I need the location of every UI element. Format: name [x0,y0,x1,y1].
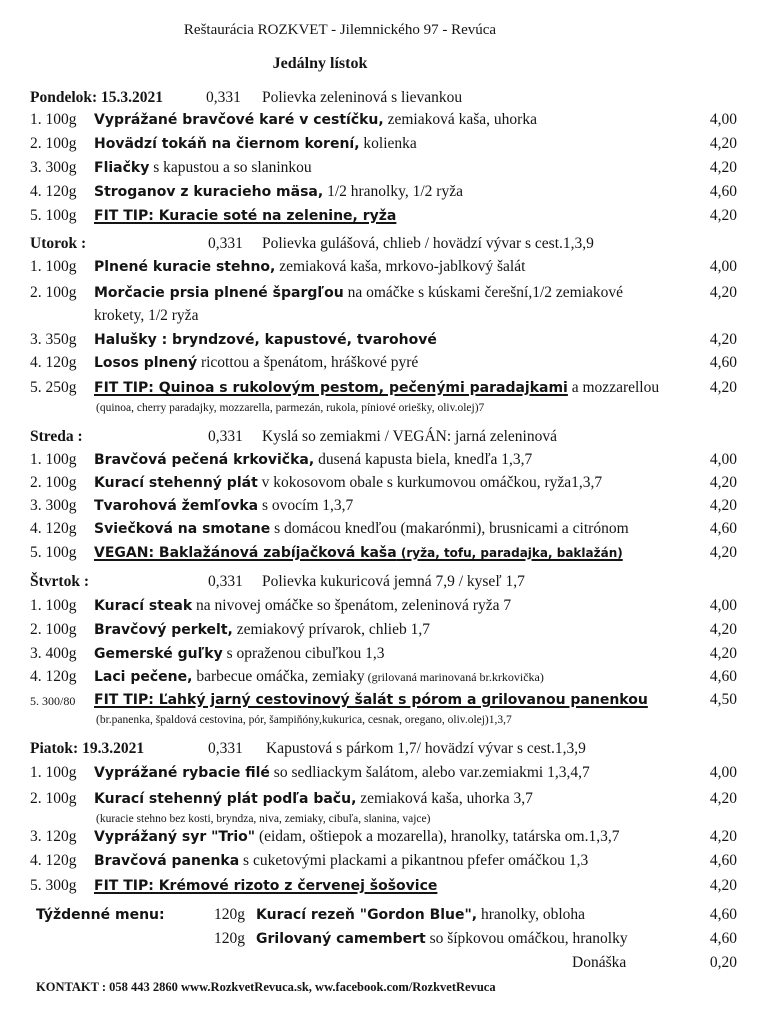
menu-item: 1. 100g Vyprážané rybacie filé so sedliackym šalátom, alebo var.zemiakmi 1,3,4,7 4,00 [30,764,737,781]
soup: Kyslá so zemiakmi / VEGÁN: jarná zeleninová [262,428,557,445]
menu-item-fit-tip: 5. 300/80 FIT TIP: Ľahký jarný cestovinový šalát s pórom a grilovanou panenkou 4,50 [30,691,737,708]
price: 4,20 [709,379,737,396]
day-label: Štvrtok : [30,573,89,590]
price: 4,60 [709,354,737,371]
menu-item-vegan: 5. 100g VEGAN: Baklažánová zabíjačková kaša (ryža, tofu, paradajka, baklažán) 4,20 [30,544,737,561]
soup: Polievka zeleninová s lievankou [262,89,463,106]
menu-item: 3. 120g Vyprážaný syr "Trio" (eidam, oštiepok a mozarella), hranolky, tatárska om.1,3,7 4,20 [30,828,737,845]
price: 4,00 [709,597,737,614]
menu-item: 1. 100g Bravčová pečená krkovička, dusená kapusta biela, knedľa 1,3,7 4,00 [30,451,737,468]
menu-item: 2. 100g Kurací stehenný plát podľa baču, zemiaková kaša, uhorka 3,7 4,20 [30,790,737,807]
price: 4,20 [709,284,737,301]
price: 4,20 [709,474,737,491]
day-row-piatok [30,740,759,764]
soup-volume: 0,331 [208,740,243,757]
menu-item-fit-tip: 5. 300g FIT TIP: Krémové rizoto z červenej šošovice 4,20 [30,877,737,894]
menu-item: 4. 120g Losos plnený ricottou a špenátom, hráškové pyré 4,60 [30,354,737,371]
menu-item: 2. 100g Morčacie prsia plnené špargľou na omáčke s kúskami čerešní,1/2 zemiakové 4,20 [30,284,737,301]
soup-volume: 0,331 [208,573,243,590]
price: 4,60 [709,906,737,923]
restaurant-header: Reštaurácia ROZKVET - Jilemnického 97 - Revúca [183,22,497,38]
menu-item: 2. 100g Kurací stehenný plát v kokosovom obale s kurkumovou omáčkou, ryža1,3,7 4,20 [30,474,737,491]
price: 4,20 [709,207,737,224]
delivery-label: Donáška [572,954,627,971]
menu-item-fit-tip: 5. 100g FIT TIP: Kuracie soté na zelenine, ryža 4,20 [30,207,737,224]
price: 4,60 [709,852,737,869]
price: 4,00 [709,111,737,128]
price: 4,60 [709,668,737,685]
menu-item: 3. 400g Gemerské guľky s opraženou cibuľkou 1,3 4,20 [30,645,737,662]
price: 4,20 [709,645,737,662]
price: 4,50 [709,691,737,708]
price: 4,20 [709,544,737,561]
menu-item: 4. 120g Bravčová panenka s cuketovými plackami a pikantnou pfefer omáčkou 1,3 4,60 [30,852,737,869]
day-row-utorok [30,235,759,259]
day-row-streda [30,428,759,452]
menu-item: 1. 100g Plnené kuracie stehno, zemiaková kaša, mrkovo-jablkový šalát 4,00 [30,258,737,275]
price: 4,00 [709,451,737,468]
day-row-stvrtok [30,573,759,597]
ingredients-note: (br.panenka, špaldová cestovina, pór, šampiňóny,kukurica, cesnak, oregano, oliv.olej)1,3,7 [96,714,512,726]
weekly-menu-row: 120g Grilovaný camembert so šípkovou omáčkou, hranolky 4,60 [214,930,737,947]
price: 4,20 [709,135,737,152]
price: 4,20 [709,621,737,638]
menu-item-continued: krokety, 1/2 ryža [94,307,199,324]
price: 4,00 [709,258,737,275]
soup: Kapustová s párkom 1,7/ hovädzí vývar s cest.1,3,9 [266,740,586,757]
soup-volume: 0,331 [208,428,243,445]
ingredients-note: (kuracie stehno bez kosti, bryndza, niva, zemiaky, cibuľa, slanina, vajce) [96,813,431,825]
menu-item: 4. 120g Sviečková na smotane s domácou knedľou (makarónmi), brusnicami a citrónom 4,60 [30,520,737,537]
price: 4,60 [709,183,737,200]
soup-volume: 0,331 [208,235,243,252]
day-label: Utorok : [30,235,87,252]
price: 4,00 [709,764,737,781]
menu-item: 2. 100g Hovädzí tokáň na čiernom korení, kolienka 4,20 [30,135,737,152]
menu-item: 4. 120g Laci pečene, barbecue omáčka, zemiaky (grilovaná marinovaná br.krkovička) 4,60 [30,668,737,685]
day-label: Pondelok: 15.3.2021 [30,89,164,106]
day-label: Piatok: 19.3.2021 [30,740,145,757]
weekly-menu-label: Týždenné menu: [36,907,165,923]
ingredients-note: (quinoa, cherry paradajky, mozzarella, parmezán, rukola, píniové oriešky, oliv.olej)7 [96,402,485,414]
contact-footer: KONTAKT : 058 443 2860 www.RozkvetRevuca.sk, ww.facebook.com/RozkvetRevuca [36,980,496,994]
price: 4,20 [709,159,737,176]
soup: Polievka kukuricová jemná 7,9 / kyseľ 1,7 [262,573,525,590]
price: 4,20 [709,497,737,514]
price: 4,20 [709,790,737,807]
price: 4,20 [709,331,737,348]
price: 4,20 [709,828,737,845]
menu-item: 4. 120g Stroganov z kuracieho mäsa, 1/2 hranolky, 1/2 ryža 4,60 [30,183,737,200]
menu-item-fit-tip: 5. 250g FIT TIP: Quinoa s rukolovým pestom, pečenými paradajkami a mozzarellou 4,20 [30,379,737,396]
price: 4,60 [709,520,737,537]
day-label: Streda : [30,428,83,445]
delivery-row [30,954,759,978]
menu-item: 1. 100g Vyprážané bravčové karé v cestíčku, zemiaková kaša, uhorka 4,00 [30,111,737,128]
price: 4,60 [709,930,737,947]
price: 4,20 [709,877,737,894]
menu-item: 3. 300g Tvarohová žemľovka s ovocím 1,3,7 4,20 [30,497,737,514]
soup: Polievka gulášová, chlieb / hovädzí vývar s cest.1,3,9 [262,235,594,252]
weekly-menu-row: Týždenné menu: 120g Kurací rezeň "Gordon Blue", hranolky, obloha 4,60 [36,906,737,923]
menu-item: 3. 300g Fliačky s kapustou a so slaninkou 4,20 [30,159,737,176]
soup-volume: 0,331 [206,89,241,106]
delivery-price: 0,20 [709,954,737,971]
day-row-pondelok [30,89,759,113]
menu-item: 2. 100g Bravčový perkelt, zemiakový prívarok, chlieb 1,7 4,20 [30,621,737,638]
menu-title: Jedálny lístok [272,55,368,72]
menu-item: 3. 350g Halušky : bryndzové, kapustové, tvarohové 4,20 [30,331,737,348]
menu-item: 1. 100g Kurací steak na nivovej omáčke so špenátom, zeleninová ryža 7 4,00 [30,597,737,614]
